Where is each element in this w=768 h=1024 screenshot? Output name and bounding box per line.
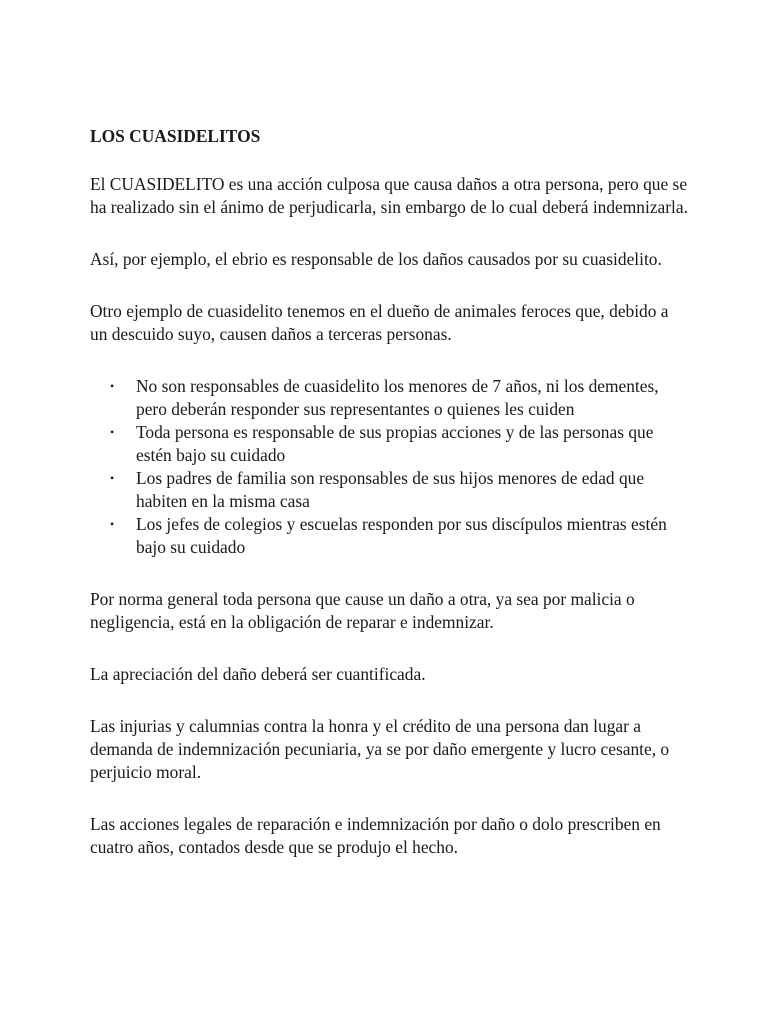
list-item-text: Toda persona es responsable de sus propias acciones y de las personas que estén bajo su cuidado [136, 422, 654, 465]
list-item [110, 467, 690, 513]
list-item-text: Los jefes de colegios y escuelas responden por sus discípulos mientras estén bajo su cuidado [136, 514, 667, 557]
list-item [110, 513, 690, 559]
bullet-list [90, 375, 690, 559]
bullet-icon: • [110, 517, 115, 531]
document-body [90, 125, 690, 888]
paragraph: Así, por ejemplo, el ebrio es responsable de los daños causados por su cuasidelito. [90, 249, 662, 269]
list-item-text: No son responsables de cuasidelito los menores de 7 años, ni los dementes, pero deberán responder sus representantes o quienes les cuiden [136, 376, 659, 419]
paragraph: Las acciones legales de reparación e indemnización por daño o dolo prescriben en cuatro años, contados desde que se produjo el hecho. [90, 814, 661, 857]
bullet-icon: • [110, 471, 115, 485]
paragraph: El CUASIDELITO es una acción culposa que causa daños a otra persona, pero que se ha realizado sin el ánimo de perjudicarla, sin embargo de lo cual deberá indemnizarla. [90, 174, 688, 217]
bullet-icon: • [110, 379, 115, 393]
document-title: LOS CUASIDELITOS [90, 126, 261, 146]
bullet-icon: • [110, 425, 115, 439]
paragraph: Otro ejemplo de cuasidelito tenemos en el dueño de animales feroces que, debido a un descuido suyo, causen daños a terceras personas. [90, 301, 669, 344]
paragraph: La apreciación del daño deberá ser cuantificada. [90, 664, 426, 684]
paragraph: Las injurias y calumnias contra la honra y el crédito de una persona dan lugar a demanda de indemnización pecuniaria, ya se por daño emergente y lucro cesante, o perjuicio moral. [90, 716, 670, 782]
paragraph: Por norma general toda persona que cause un daño a otra, ya sea por malicia o negligencia, está en la obligación de reparar e indemnizar. [90, 589, 635, 632]
list-item [110, 421, 690, 467]
list-item [110, 375, 690, 421]
list-item-text: Los padres de familia son responsables de sus hijos menores de edad que habiten en la misma casa [136, 468, 645, 511]
